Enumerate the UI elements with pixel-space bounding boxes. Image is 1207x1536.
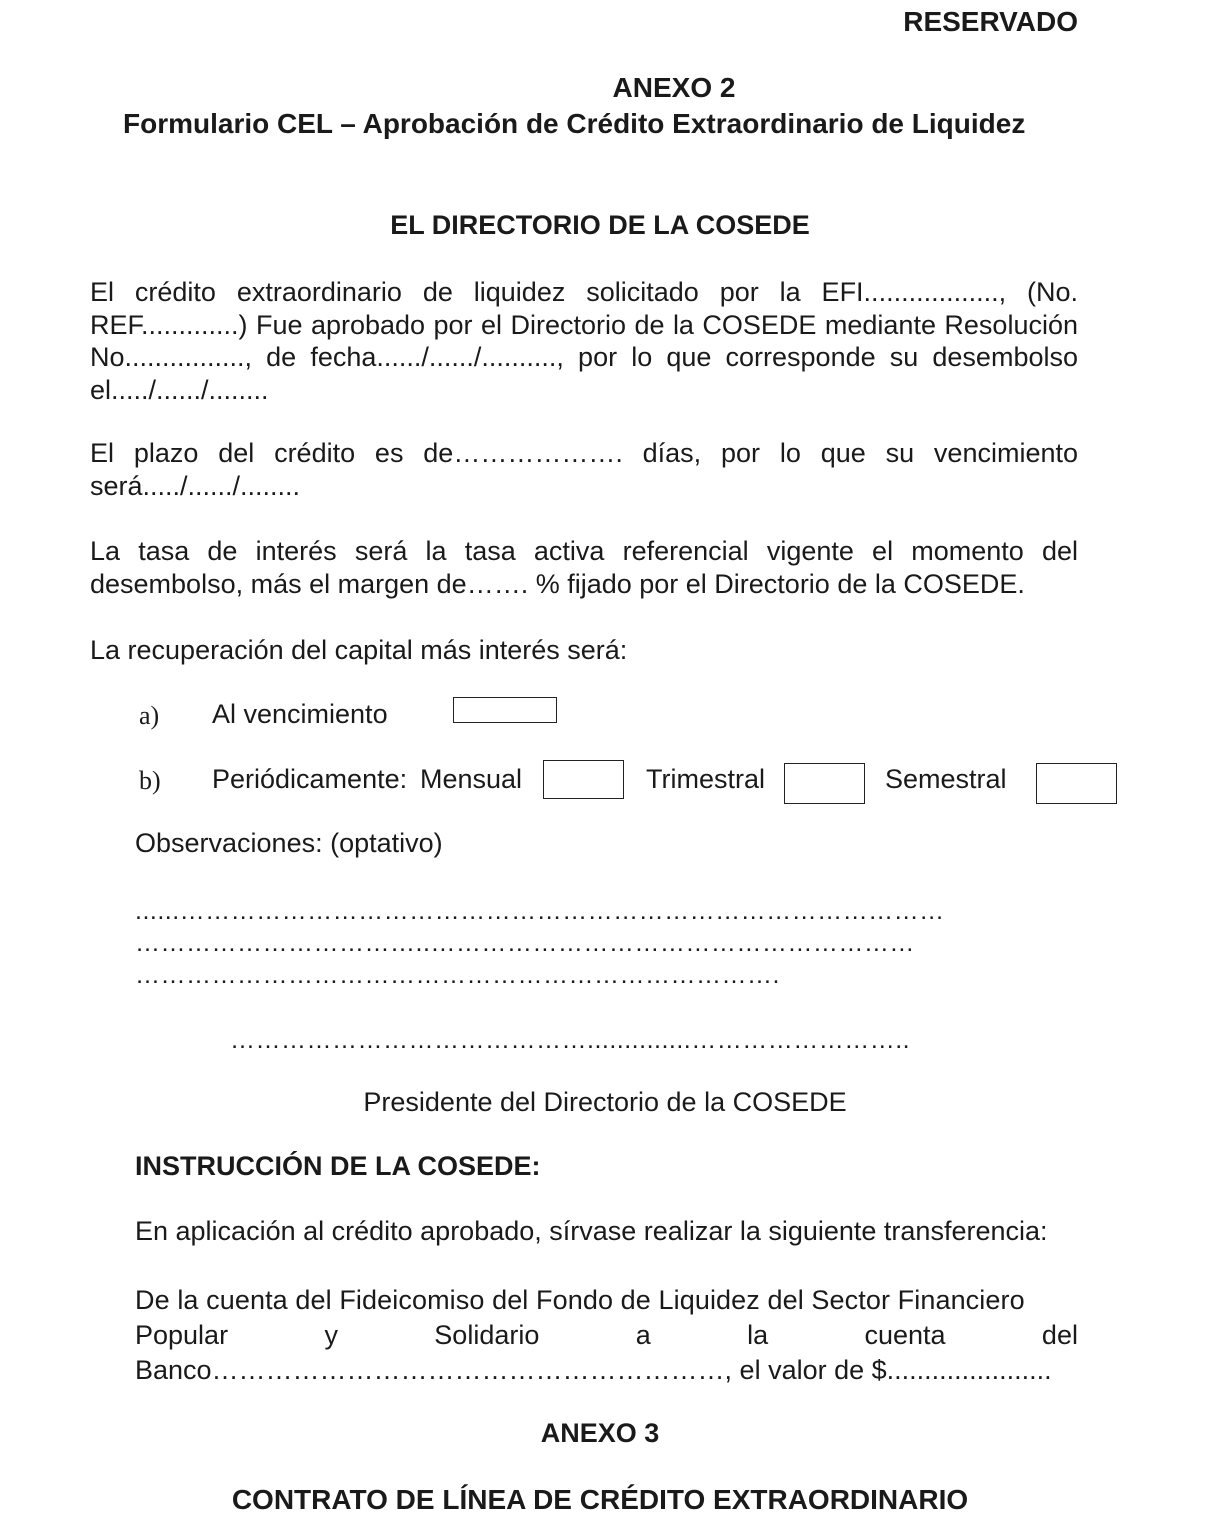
semiannual-checkbox[interactable] — [1036, 763, 1117, 804]
monthly-label: Mensual — [420, 764, 523, 794]
instruction-heading: INSTRUCCIÓN DE LA COSEDE: — [135, 1151, 541, 1181]
transfer-paragraph — [135, 1283, 1078, 1388]
form-title: Formulario CEL – Aprobación de Crédito Extraordinario de Liquidez — [123, 108, 1026, 139]
transfer-line-2 — [135, 1318, 1078, 1353]
approval-paragraph: El crédito extraordinario de liquidez solicitado por la EFI.................., (No. REF.............) Fue aprobado por el Directorio de la COSEDE mediante Resolución No................, de fecha....../....../.........., por lo que corresponde su desembolso el...../....../........ — [90, 277, 1078, 405]
annex-3-title: ANEXO 3 — [540, 1418, 660, 1448]
observations-label: Observaciones: (optativo) — [135, 828, 443, 858]
option-a-label: Al vencimiento — [212, 699, 388, 729]
transfer-line-1: De la cuenta del Fideicomiso del Fondo de Liquidez del Sector Financiero — [135, 1285, 1025, 1315]
transfer-word: la — [747, 1320, 769, 1350]
transfer-word: Solidario — [434, 1320, 540, 1350]
option-a-marker: a) — [139, 701, 160, 730]
transfer-word: Popular — [135, 1320, 229, 1350]
contract-title: CONTRATO DE LÍNEA DE CRÉDITO EXTRAORDINARIO — [231, 1484, 969, 1515]
instruction-intro: En aplicación al crédito aprobado, sírvase realizar la siguiente transferencia: — [135, 1216, 1048, 1246]
monthly-checkbox[interactable] — [543, 760, 624, 799]
rate-paragraph: La tasa de interés será la tasa activa referencial vigente el momento del desembolso, más el margen de……. % fijado por el Directorio de la COSEDE. — [90, 536, 1078, 599]
transfer-line-3: Banco…………………………………………………, el valor de $...................... — [135, 1355, 1052, 1385]
transfer-word: y — [324, 1320, 338, 1350]
transfer-word: a — [635, 1320, 651, 1350]
observations-line-1[interactable]: ......……………………………………………………………………………… — [135, 897, 945, 925]
semiannual-label: Semestral — [885, 764, 1007, 794]
quarterly-label: Trimestral — [646, 764, 765, 794]
annex-2-title: ANEXO 2 — [612, 72, 736, 103]
classification-label: RESERVADO — [903, 6, 1078, 37]
observations-line-3[interactable]: …………………………………………………………………. — [135, 961, 780, 989]
signature-line: ……………………………………..............…………………….. — [230, 1026, 911, 1054]
transfer-word: del — [1041, 1320, 1078, 1350]
section-heading: EL DIRECTORIO DE LA COSEDE — [390, 210, 810, 240]
recovery-paragraph: La recuperación del capital más interés será: — [90, 635, 628, 665]
transfer-word: cuenta — [864, 1320, 946, 1350]
signature-title: Presidente del Directorio de la COSEDE — [363, 1087, 847, 1117]
option-b-marker: b) — [139, 766, 161, 795]
at-maturity-checkbox[interactable] — [453, 697, 557, 723]
term-paragraph: El plazo del crédito es de………………. días, por lo que su vencimiento será...../....../........ — [90, 438, 1078, 501]
option-b-label: Periódicamente: — [212, 764, 408, 794]
quarterly-checkbox[interactable] — [784, 763, 865, 804]
observations-line-2[interactable]: ……………………………..………………………………………………… — [135, 929, 915, 957]
